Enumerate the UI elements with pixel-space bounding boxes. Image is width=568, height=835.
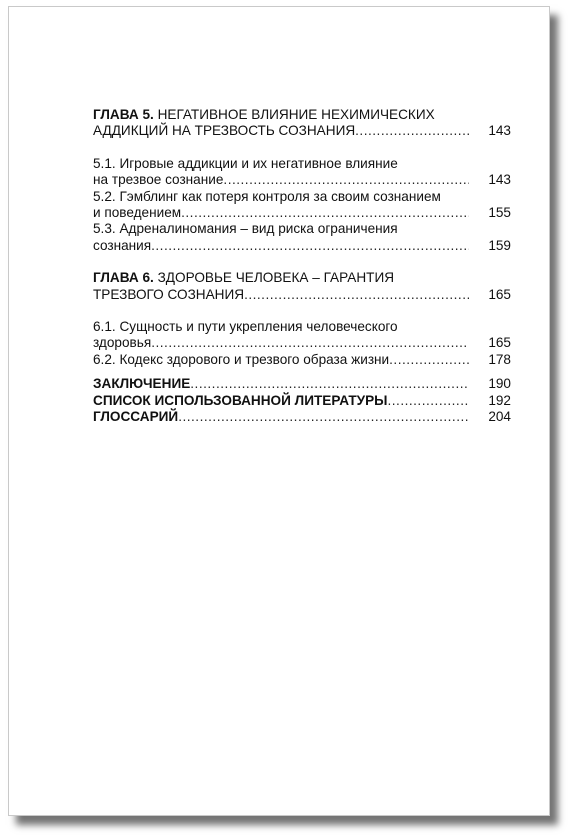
section-5-1-title-line-1: 5.1. Игровые аддикции и их негативное влияние	[93, 155, 398, 171]
conclusion-page-number: 190	[488, 376, 511, 392]
section-5-1-page-number: 143	[488, 172, 511, 188]
dot-leader	[355, 123, 469, 139]
glossary-title: ГЛОССАРИЙ	[93, 409, 179, 425]
section-6-1-title-line-1: 6.1. Сущность и пути укрепления человеческого	[93, 319, 398, 335]
dot-leader	[389, 352, 469, 368]
dot-leader	[178, 409, 469, 425]
chapter-6-title-line-1: ЗДОРОВЬЕ ЧЕЛОВЕКА – ГАРАНТИЯ	[157, 270, 395, 286]
section-5-2-title-line-2: и поведением	[93, 205, 182, 221]
chapter-5-title-line-2: АДДИКЦИЙ НА ТРЕЗВОСТЬ СОЗНАНИЯ	[93, 123, 356, 139]
chapter-5-label: ГЛАВА 5.	[93, 107, 154, 122]
toc-section-5-3	[93, 221, 511, 254]
section-5-3-title-line-1: 5.3. Адреналиномания – вид риска ограничения	[93, 221, 398, 237]
toc-chapter-6	[93, 270, 511, 303]
section-5-3-page-number: 159	[488, 237, 511, 253]
dot-leader	[151, 335, 469, 351]
toc-section-6-1	[93, 319, 511, 352]
dot-leader	[190, 376, 469, 392]
toc-chapter-5	[93, 107, 511, 140]
dot-leader	[388, 393, 470, 409]
references-page-number: 192	[488, 392, 511, 408]
page-sheet	[8, 6, 550, 816]
section-5-2-title-line-1: 5.2. Гэмблинг как потеря контроля за своим сознанием	[93, 188, 441, 204]
glossary-page-number: 204	[488, 409, 511, 425]
section-6-1-page-number: 165	[488, 335, 511, 351]
dot-leader	[223, 172, 469, 188]
toc-references	[93, 393, 511, 409]
toc-conclusion	[93, 376, 511, 392]
toc-chapter-5-line-2	[93, 123, 511, 139]
dot-leader	[181, 205, 469, 221]
toc-section-6-2	[93, 352, 511, 368]
conclusion-title: ЗАКЛЮЧЕНИЕ	[93, 376, 191, 392]
dot-leader	[151, 238, 469, 254]
references-title: СПИСОК ИСПОЛЬЗОВАННОЙ ЛИТЕРАТУРЫ	[93, 392, 388, 408]
section-6-1-title-line-2: здоровья	[93, 335, 152, 351]
section-5-3-title-line-2: сознания	[93, 237, 152, 253]
toc-section-5-1	[93, 156, 511, 189]
chapter-5-title-line-1: НЕГАТИВНОЕ ВЛИЯНИЕ НЕХИМИЧЕСКИХ	[157, 107, 435, 122]
toc-section-5-2	[93, 189, 511, 222]
section-5-2-page-number: 155	[488, 205, 511, 221]
toc-glossary	[93, 409, 511, 425]
section-6-2-title: 6.2. Кодекс здорового и трезвого образа жизни	[93, 351, 390, 367]
section-5-1-title-line-2: на трезвое сознание	[93, 172, 224, 188]
section-6-2-page-number: 178	[488, 351, 511, 367]
toc-chapter-5-line-1	[93, 107, 511, 123]
chapter-6-page-number: 165	[488, 286, 511, 302]
table-of-contents	[93, 107, 511, 426]
chapter-6-label: ГЛАВА 6.	[93, 270, 154, 286]
dot-leader	[244, 287, 469, 303]
chapter-5-page-number: 143	[488, 123, 511, 139]
chapter-6-title-line-2: ТРЕЗВОГО СОЗНАНИЯ	[93, 286, 245, 302]
